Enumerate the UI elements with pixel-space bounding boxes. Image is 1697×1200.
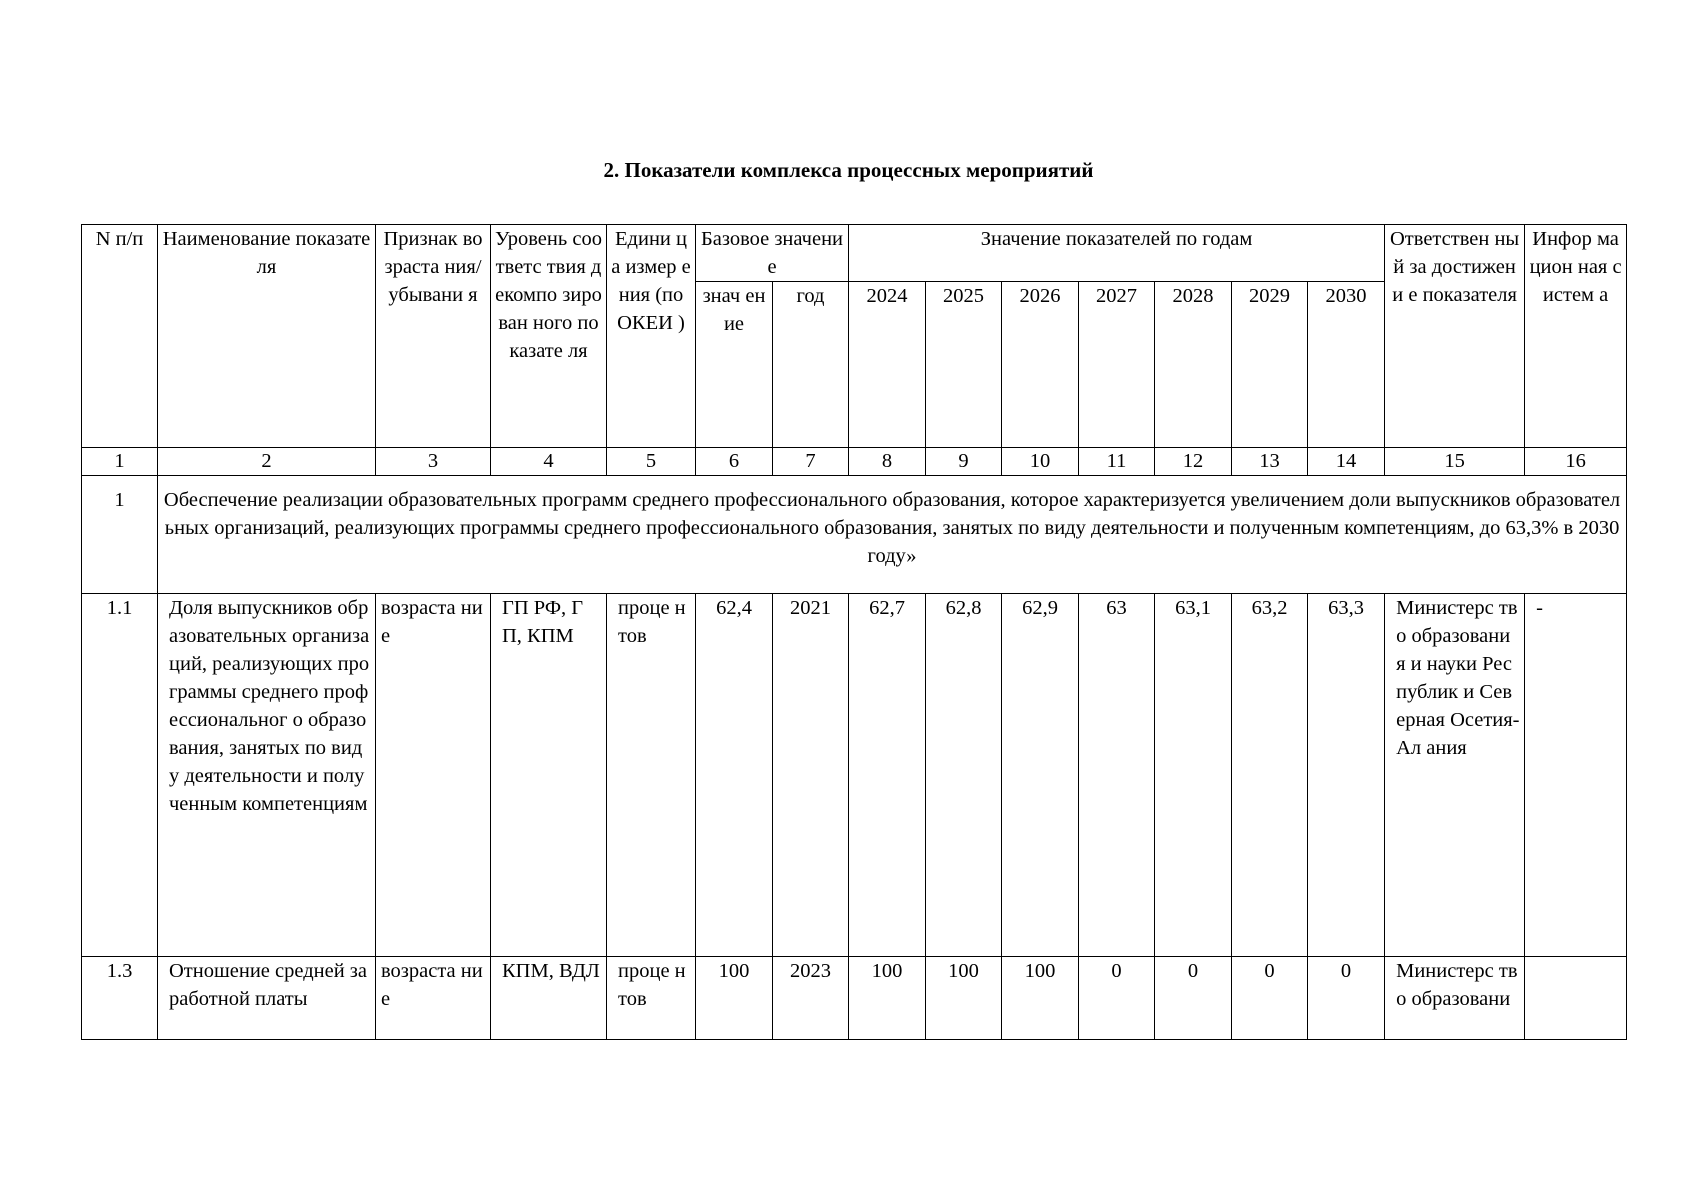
page-title: 2. Показатели комплекса процессных мероприятий xyxy=(603,158,1094,182)
row-info-system: - xyxy=(1525,594,1627,957)
column-number: 16 xyxy=(1525,448,1627,476)
row-year-value: 0 xyxy=(1155,957,1232,1040)
row-year-value: 62,9 xyxy=(1002,594,1079,957)
row-responsible: Министерс тво образовани я и науки Республик и Северная Осетия-Ал ания xyxy=(1385,594,1525,957)
header-year: 2028 xyxy=(1155,282,1232,448)
column-number: 12 xyxy=(1155,448,1232,476)
header-num: N п/п xyxy=(82,225,158,448)
row-year-value: 0 xyxy=(1308,957,1385,1040)
header-base-group: Базовое значение xyxy=(696,225,849,282)
row-responsible: Министерс тво образовани xyxy=(1385,957,1525,1040)
row-trend: возраста ние xyxy=(376,594,491,957)
header-year: 2026 xyxy=(1002,282,1079,448)
column-number: 2 xyxy=(158,448,376,476)
section-text: Обеспечение реализации образовательных программ среднего профессионального образования, которое характеризуется увеличением доли выпускников образовательных организаций, реализующих программы среднего профессионального образования, занятых по виду деятельности и полученным компетенциям, до 63,3% в 2030 году» xyxy=(158,476,1627,594)
table-row xyxy=(82,957,1627,1040)
column-number: 6 xyxy=(696,448,773,476)
column-number: 10 xyxy=(1002,448,1079,476)
header-year: 2027 xyxy=(1079,282,1155,448)
column-number: 1 xyxy=(82,448,158,476)
row-year-value: 62,7 xyxy=(849,594,926,957)
row-base-year: 2021 xyxy=(773,594,849,957)
column-number: 5 xyxy=(607,448,696,476)
column-number: 7 xyxy=(773,448,849,476)
header-level: Уровень соответс твия декомпо зирован ного показате ля xyxy=(491,225,607,448)
column-number: 14 xyxy=(1308,448,1385,476)
row-trend: возраста ние xyxy=(376,957,491,1040)
row-info-system xyxy=(1525,957,1627,1040)
row-year-value: 100 xyxy=(1002,957,1079,1040)
row-level: ГП РФ, ГП, КПМ xyxy=(491,594,607,957)
row-year-value: 100 xyxy=(849,957,926,1040)
column-number: 9 xyxy=(926,448,1002,476)
column-number: 15 xyxy=(1385,448,1525,476)
row-year-value: 63,3 xyxy=(1308,594,1385,957)
column-number: 11 xyxy=(1079,448,1155,476)
row-year-value: 0 xyxy=(1232,957,1308,1040)
row-num: 1.3 xyxy=(82,957,158,1040)
row-num: 1.1 xyxy=(82,594,158,957)
column-number: 4 xyxy=(491,448,607,476)
header-year: 2029 xyxy=(1232,282,1308,448)
header-years-group: Значение показателей по годам xyxy=(849,225,1385,282)
header-year: 2030 xyxy=(1308,282,1385,448)
column-number: 3 xyxy=(376,448,491,476)
header-base-year: год xyxy=(773,282,849,448)
column-number: 13 xyxy=(1232,448,1308,476)
row-year-value: 63,1 xyxy=(1155,594,1232,957)
row-base-year: 2023 xyxy=(773,957,849,1040)
row-level: КПМ, ВДЛ xyxy=(491,957,607,1040)
header-year: 2024 xyxy=(849,282,926,448)
header-unit: Едини ца измер ения (по ОКЕИ ) xyxy=(607,225,696,448)
section-row xyxy=(82,476,1627,594)
row-year-value: 100 xyxy=(926,957,1002,1040)
indicators-table xyxy=(81,224,1627,1040)
row-year-value: 63 xyxy=(1079,594,1155,957)
row-base-value: 100 xyxy=(696,957,773,1040)
row-unit: проце нтов xyxy=(607,957,696,1040)
header-trend: Признак возраста ния/ убывани я xyxy=(376,225,491,448)
column-number-row xyxy=(82,448,1627,476)
column-number: 8 xyxy=(849,448,926,476)
row-year-value: 0 xyxy=(1079,957,1155,1040)
header-row-top xyxy=(82,225,1627,282)
row-unit: проце нтов xyxy=(607,594,696,957)
row-year-value: 62,8 xyxy=(926,594,1002,957)
table-row xyxy=(82,594,1627,957)
header-year: 2025 xyxy=(926,282,1002,448)
header-responsible: Ответствен ный за достижени е показателя xyxy=(1385,225,1525,448)
row-year-value: 63,2 xyxy=(1232,594,1308,957)
row-name: Доля выпускников образовательных организаций, реализующих программы среднего профессиональног о образования, занятых по виду деятельности и полученным компетенциям xyxy=(158,594,376,957)
header-name: Наименование показателя xyxy=(158,225,376,448)
header-base-value: знач ение xyxy=(696,282,773,448)
row-name: Отношение средней заработной платы xyxy=(158,957,376,1040)
row-base-value: 62,4 xyxy=(696,594,773,957)
section-num: 1 xyxy=(82,476,158,594)
header-info-system: Инфор мацион ная систем а xyxy=(1525,225,1627,448)
